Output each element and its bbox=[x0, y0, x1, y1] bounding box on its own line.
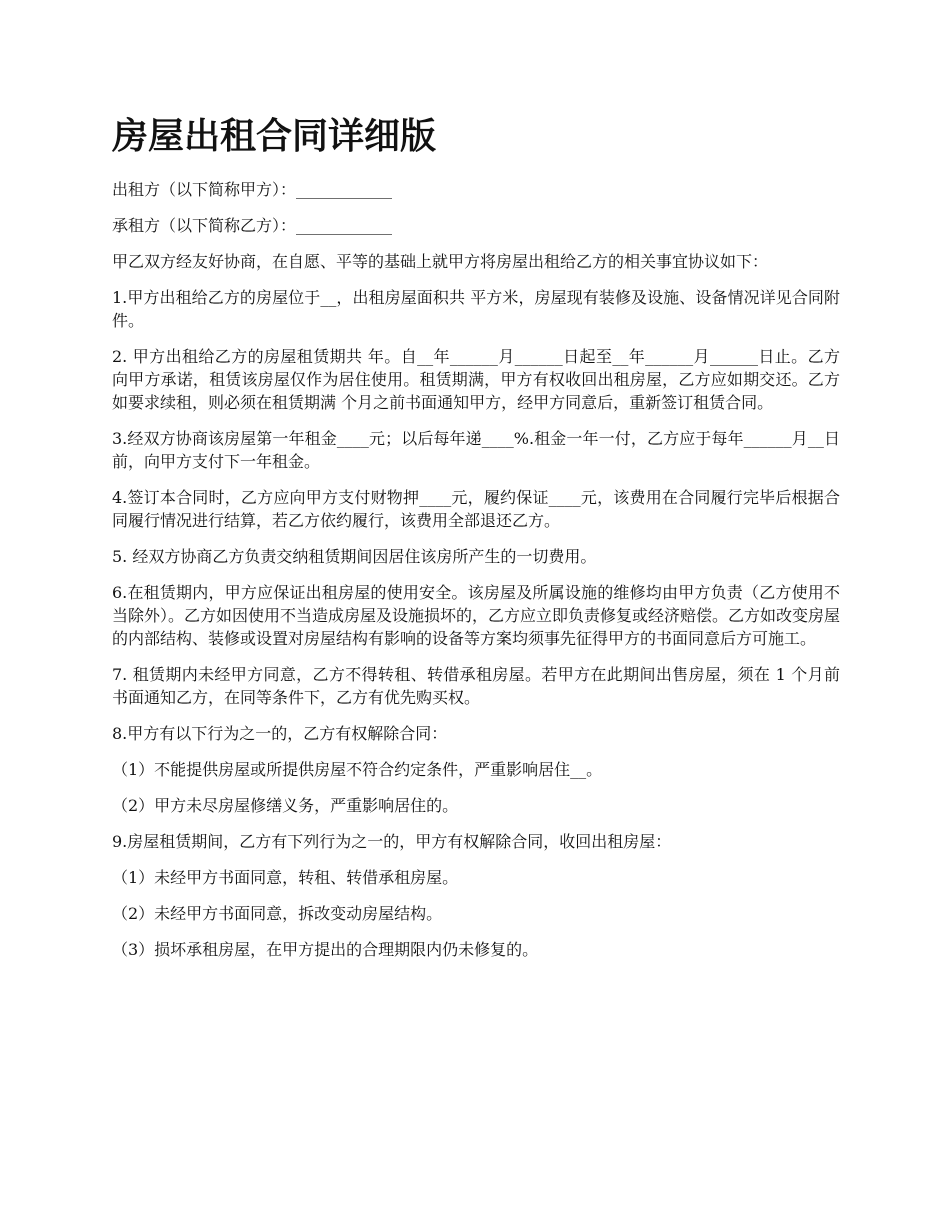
clause-5: 5. 经双方协商乙方负责交纳租赁期间因居住该房所产生的一切费用。 bbox=[112, 547, 597, 566]
clause-4: 4.签订本合同时，乙方应向甲方支付财物押____元，履约保证____元，该费用在合同履行完毕后根据合同履行情况进行结算，若乙方依约履行，该费用全部退还乙方。 bbox=[112, 488, 840, 530]
document-title: 房屋出租合同详细版 bbox=[112, 115, 437, 157]
clause-9-item-2: （2）未经甲方书面同意，拆改变动房屋结构。 bbox=[112, 904, 443, 923]
lessee-line: 承租方（以下简称乙方）：____________ bbox=[112, 216, 393, 235]
document-page bbox=[112, 108, 840, 974]
preamble-paragraph: 甲乙双方经友好协商，在自愿、平等的基础上就甲方将房屋出租给乙方的相关事宜协议如下： bbox=[112, 252, 769, 271]
lessor-line: 出租方（以下简称甲方）：____________ bbox=[112, 180, 393, 199]
clause-8: 8.甲方有以下行为之一的，乙方有权解除合同： bbox=[112, 724, 448, 743]
clause-7: 7. 租赁期内未经甲方同意，乙方不得转租、转借承租房屋。若甲方在此期间出售房屋，须在 1 个月前书面通知乙方，在同等条件下，乙方有优先购买权。 bbox=[112, 665, 840, 707]
clause-1: 1.甲方出租给乙方的房屋位于__，出租房屋面积共 平方米，房屋现有装修及设施、设备情况详见合同附件。 bbox=[112, 288, 840, 330]
clause-6: 6.在租赁期内，甲方应保证出租房屋的使用安全。该房屋及所属设施的维修均由甲方负责（乙方使用不当除外）。乙方如因使用不当造成房屋及设施损坏的，乙方应立即负责修复或经济赔偿。乙方如改变房屋的内部结构、装修或设置对房屋结构有影响的设备等方案均须事先征得甲方的书面同意后方可施工。 bbox=[112, 583, 841, 648]
clause-9-item-1: （1）未经甲方书面同意，转租、转借承租房屋。 bbox=[112, 868, 459, 887]
clause-9-item-3: （3）损坏承租房屋，在甲方提出的合理期限内仍未修复的。 bbox=[112, 940, 539, 959]
clause-9: 9.房屋租赁期间，乙方有下列行为之一的，甲方有权解除合同，收回出租房屋： bbox=[112, 832, 672, 851]
clause-8-item-1: （1）不能提供房屋或所提供房屋不符合约定条件，严重影响居住__。 bbox=[112, 760, 603, 779]
clause-2: 2. 甲方出租给乙方的房屋租赁期共 年。自__年______月______日起至__年______月______日止。乙方向甲方承诺，租赁该房屋仅作为居住使用。租赁期满，甲方有权收回出租房屋，乙方应如期交还。乙方如要求续租，则必须在租赁期满 个月之前书面通知甲方，经甲方同意后，重新签订租赁合同。 bbox=[112, 347, 840, 412]
clause-8-item-2: （2）甲方未尽房屋修缮义务，严重影响居住的。 bbox=[112, 796, 459, 815]
clause-3: 3.经双方协商该房屋第一年租金____元；以后每年递____%.租金一年一付，乙方应于每年______月__日前，向甲方支付下一年租金。 bbox=[112, 429, 840, 471]
